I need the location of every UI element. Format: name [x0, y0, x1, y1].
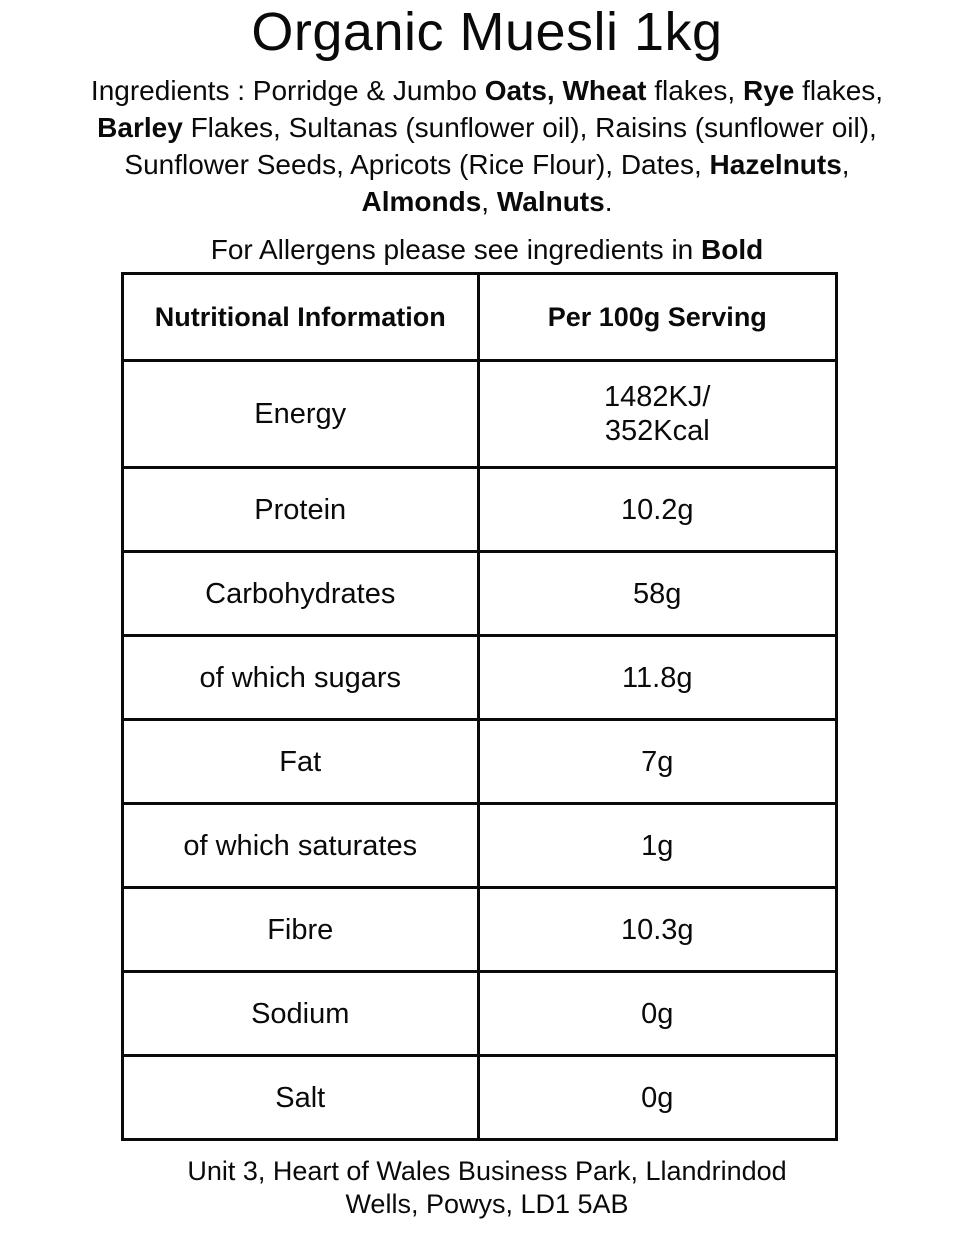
bold-text-segment: Almonds — [361, 186, 482, 217]
table-row — [124, 886, 835, 970]
table-row — [124, 1054, 835, 1138]
nutrient-value — [480, 889, 836, 970]
address-footer — [0, 1155, 974, 1221]
table-header-per-100g-serving: Per 100g Serving — [547, 302, 767, 332]
nutrient-label: of which sugars — [124, 637, 480, 718]
text-segment: Ingredients : Porridge & Jumbo — [90, 75, 485, 106]
bold-text-segment: Rye — [742, 75, 795, 106]
text-segment: flakes, — [794, 75, 884, 106]
text-segment: Flakes, Sultanas (sunflower oil), Raisins (sunflower oil), — [182, 112, 877, 143]
table-row — [124, 466, 835, 550]
bold-text-segment: Hazelnuts — [709, 149, 842, 180]
bold-text-segment: Barley — [97, 112, 183, 143]
nutrient-value-line: 0g — [641, 1081, 674, 1114]
allergen-note — [0, 234, 974, 266]
nutrient-value-line: 7g — [641, 745, 674, 778]
text-segment: , — [481, 186, 497, 217]
address-line: Unit 3, Heart of Wales Business Park, Llandrindod — [187, 1156, 787, 1186]
nutrient-value-line: 352Kcal — [604, 415, 710, 447]
table-row — [124, 634, 835, 718]
nutrient-value — [480, 805, 836, 886]
text-segment: flakes, — [646, 75, 743, 106]
text-segment: For Allergens please see ingredients in — [210, 234, 702, 265]
ingredients-text — [0, 72, 974, 220]
nutrient-value-line: 11.8g — [622, 661, 693, 694]
table-header-row — [124, 275, 835, 359]
nutrient-value — [480, 973, 836, 1054]
address-line: Wells, Powys, LD1 5AB — [345, 1189, 629, 1219]
product-title: Organic Muesli 1kg — [251, 2, 723, 62]
bold-text-segment: Bold — [701, 234, 764, 265]
nutrient-value-line: 10.3g — [620, 913, 694, 946]
nutrient-value — [480, 469, 836, 550]
nutrient-value — [480, 362, 836, 466]
nutrient-value-line: 58g — [633, 577, 682, 610]
nutrition-table — [121, 272, 838, 1141]
table-row — [124, 359, 835, 466]
nutrient-label: Fibre — [124, 889, 480, 970]
nutrient-value — [480, 637, 836, 718]
nutrient-value — [480, 553, 836, 634]
text-segment: Sunflower Seeds, Apricots (Rice Flour), Dates, — [124, 149, 710, 180]
nutrient-value-line: 1g — [641, 829, 674, 862]
table-header-nutritional-information: Nutritional Information — [124, 275, 480, 359]
table-row — [124, 718, 835, 802]
nutrient-label: Fat — [124, 721, 480, 802]
text-segment: , — [841, 149, 850, 180]
text-segment: . — [604, 186, 613, 217]
nutrient-label: Salt — [124, 1057, 480, 1138]
nutrient-value — [480, 721, 836, 802]
nutrient-value-line: 0g — [641, 997, 674, 1030]
nutrient-value — [480, 1057, 836, 1138]
ingredients-line — [0, 109, 974, 146]
nutrient-label: Protein — [124, 469, 480, 550]
ingredients-line — [0, 183, 974, 220]
table-row — [124, 970, 835, 1054]
ingredients-line — [0, 146, 974, 183]
ingredients-line — [0, 72, 974, 109]
nutrient-label: Sodium — [124, 973, 480, 1054]
bold-text-segment: Walnuts — [496, 186, 605, 217]
nutrient-value-line: 10.2g — [620, 493, 694, 526]
nutrient-value-line: 1482KJ/ — [604, 381, 711, 413]
nutrient-label: Energy — [124, 362, 480, 466]
nutrient-label: Carbohydrates — [124, 553, 480, 634]
table-row — [124, 802, 835, 886]
bold-text-segment: Oats, Wheat — [484, 75, 647, 106]
table-row — [124, 550, 835, 634]
nutrient-label: of which saturates — [124, 805, 480, 886]
